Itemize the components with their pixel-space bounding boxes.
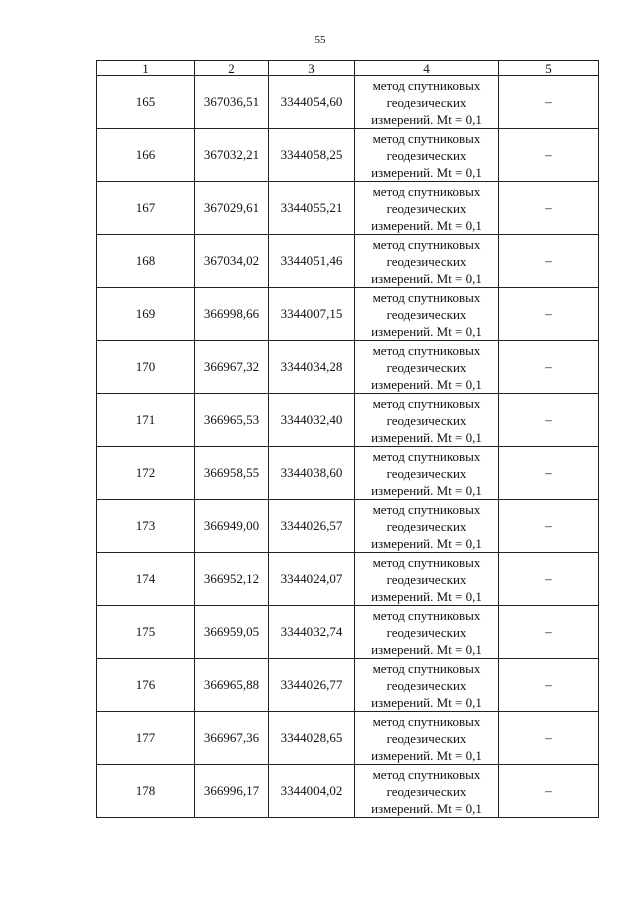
method-line-2: геодезических: [386, 412, 467, 428]
method-line-2: геодезических: [386, 200, 467, 216]
coord-y: 3344032,40: [269, 394, 355, 447]
coord-x: 366967,32: [195, 341, 269, 394]
method-cell: [355, 712, 499, 765]
method-line-2: геодезических: [386, 571, 467, 587]
method-line-3: измерений. Mt = 0,1: [371, 164, 482, 180]
table-row: [97, 712, 599, 765]
coord-y: 3344026,57: [269, 500, 355, 553]
point-id: 171: [97, 394, 195, 447]
table-row: [97, 235, 599, 288]
method-line-3: измерений. Mt = 0,1: [371, 694, 482, 710]
point-id: 169: [97, 288, 195, 341]
table-row: [97, 76, 599, 129]
header-col-2: 2: [195, 61, 269, 76]
method-line-1: метод спутниковых: [372, 713, 481, 729]
method-cell: [355, 76, 499, 129]
point-id: 167: [97, 182, 195, 235]
method-line-2: геодезических: [386, 147, 467, 163]
point-id: 165: [97, 76, 195, 129]
coord-y: 3344026,77: [269, 659, 355, 712]
coord-y: 3344028,65: [269, 712, 355, 765]
method-line-3: измерений. Mt = 0,1: [371, 641, 482, 657]
header-col-4: 4: [355, 61, 499, 76]
method-line-2: геодезических: [386, 518, 467, 534]
coord-x: 366998,66: [195, 288, 269, 341]
method-line-3: измерений. Mt = 0,1: [371, 323, 482, 339]
method-cell: [355, 129, 499, 182]
coord-x: 366959,05: [195, 606, 269, 659]
coord-x: 367032,21: [195, 129, 269, 182]
header-row: [97, 61, 599, 76]
method-line-3: измерений. Mt = 0,1: [371, 747, 482, 763]
method-line-2: геодезических: [386, 730, 467, 746]
method-line-2: геодезических: [386, 677, 467, 693]
note-cell: –: [499, 447, 599, 500]
note-cell: –: [499, 182, 599, 235]
table-row: [97, 129, 599, 182]
method-cell: [355, 765, 499, 818]
coord-x: 366965,53: [195, 394, 269, 447]
method-cell: [355, 553, 499, 606]
method-cell: [355, 288, 499, 341]
method-cell: [355, 341, 499, 394]
table-row: [97, 394, 599, 447]
point-id: 168: [97, 235, 195, 288]
method-cell: [355, 659, 499, 712]
point-id: 172: [97, 447, 195, 500]
method-line-3: измерений. Mt = 0,1: [371, 482, 482, 498]
method-line-1: метод спутниковых: [372, 554, 481, 570]
coord-x: 367036,51: [195, 76, 269, 129]
coord-y: 3344054,60: [269, 76, 355, 129]
method-line-3: измерений. Mt = 0,1: [371, 588, 482, 604]
method-cell: [355, 606, 499, 659]
note-cell: –: [499, 76, 599, 129]
coord-x: 366949,00: [195, 500, 269, 553]
header-col-3: 3: [269, 61, 355, 76]
coord-y: 3344004,02: [269, 765, 355, 818]
method-line-2: геодезических: [386, 783, 467, 799]
method-line-1: метод спутниковых: [372, 501, 481, 517]
coord-y: 3344007,15: [269, 288, 355, 341]
method-line-2: геодезических: [386, 359, 467, 375]
point-id: 176: [97, 659, 195, 712]
method-line-2: геодезических: [386, 306, 467, 322]
method-cell: [355, 235, 499, 288]
method-line-3: измерений. Mt = 0,1: [371, 111, 482, 127]
method-line-1: метод спутниковых: [372, 130, 481, 146]
coord-x: 367034,02: [195, 235, 269, 288]
coord-y: 3344034,28: [269, 341, 355, 394]
point-id: 174: [97, 553, 195, 606]
coord-x: 366967,36: [195, 712, 269, 765]
point-id: 170: [97, 341, 195, 394]
point-id: 177: [97, 712, 195, 765]
method-line-1: метод спутниковых: [372, 236, 481, 252]
method-line-1: метод спутниковых: [372, 395, 481, 411]
page-number: 55: [314, 34, 326, 46]
coord-y: 3344058,25: [269, 129, 355, 182]
note-cell: –: [499, 394, 599, 447]
coord-x: 367029,61: [195, 182, 269, 235]
table-body: [97, 76, 599, 818]
table-row: [97, 341, 599, 394]
header-col-1: 1: [97, 61, 195, 76]
note-cell: –: [499, 659, 599, 712]
table-row: [97, 606, 599, 659]
note-cell: –: [499, 553, 599, 606]
method-cell: [355, 447, 499, 500]
table-row: [97, 288, 599, 341]
point-id: 178: [97, 765, 195, 818]
point-id: 166: [97, 129, 195, 182]
method-line-3: измерений. Mt = 0,1: [371, 800, 482, 816]
note-cell: –: [499, 500, 599, 553]
method-line-3: измерений. Mt = 0,1: [371, 376, 482, 392]
coord-y: 3344032,74: [269, 606, 355, 659]
coordinates-table: [96, 60, 599, 818]
table-row: [97, 659, 599, 712]
method-line-2: геодезических: [386, 624, 467, 640]
method-line-1: метод спутниковых: [372, 607, 481, 623]
coord-x: 366952,12: [195, 553, 269, 606]
method-line-2: геодезических: [386, 94, 467, 110]
method-line-1: метод спутниковых: [372, 448, 481, 464]
table-row: [97, 765, 599, 818]
method-cell: [355, 182, 499, 235]
method-line-3: измерений. Mt = 0,1: [371, 270, 482, 286]
table-row: [97, 182, 599, 235]
method-line-2: геодезических: [386, 465, 467, 481]
note-cell: –: [499, 765, 599, 818]
table-row: [97, 447, 599, 500]
method-line-1: метод спутниковых: [372, 342, 481, 358]
table-row: [97, 553, 599, 606]
coord-y: 3344038,60: [269, 447, 355, 500]
method-line-1: метод спутниковых: [372, 183, 481, 199]
coord-x: 366958,55: [195, 447, 269, 500]
method-line-1: метод спутниковых: [372, 766, 481, 782]
note-cell: –: [499, 341, 599, 394]
method-line-1: метод спутниковых: [372, 77, 481, 93]
point-id: 173: [97, 500, 195, 553]
table-row: [97, 500, 599, 553]
header-col-5: 5: [499, 61, 599, 76]
note-cell: –: [499, 606, 599, 659]
method-line-1: метод спутниковых: [372, 289, 481, 305]
point-id: 175: [97, 606, 195, 659]
table-header: [97, 61, 599, 76]
coord-y: 3344024,07: [269, 553, 355, 606]
method-cell: [355, 500, 499, 553]
method-line-3: измерений. Mt = 0,1: [371, 429, 482, 445]
method-line-2: геодезических: [386, 253, 467, 269]
note-cell: –: [499, 288, 599, 341]
method-line-3: измерений. Mt = 0,1: [371, 217, 482, 233]
coord-y: 3344055,21: [269, 182, 355, 235]
coord-y: 3344051,46: [269, 235, 355, 288]
note-cell: –: [499, 712, 599, 765]
note-cell: –: [499, 129, 599, 182]
coord-x: 366996,17: [195, 765, 269, 818]
note-cell: –: [499, 235, 599, 288]
method-line-3: измерений. Mt = 0,1: [371, 535, 482, 551]
method-cell: [355, 394, 499, 447]
method-line-1: метод спутниковых: [372, 660, 481, 676]
coord-x: 366965,88: [195, 659, 269, 712]
